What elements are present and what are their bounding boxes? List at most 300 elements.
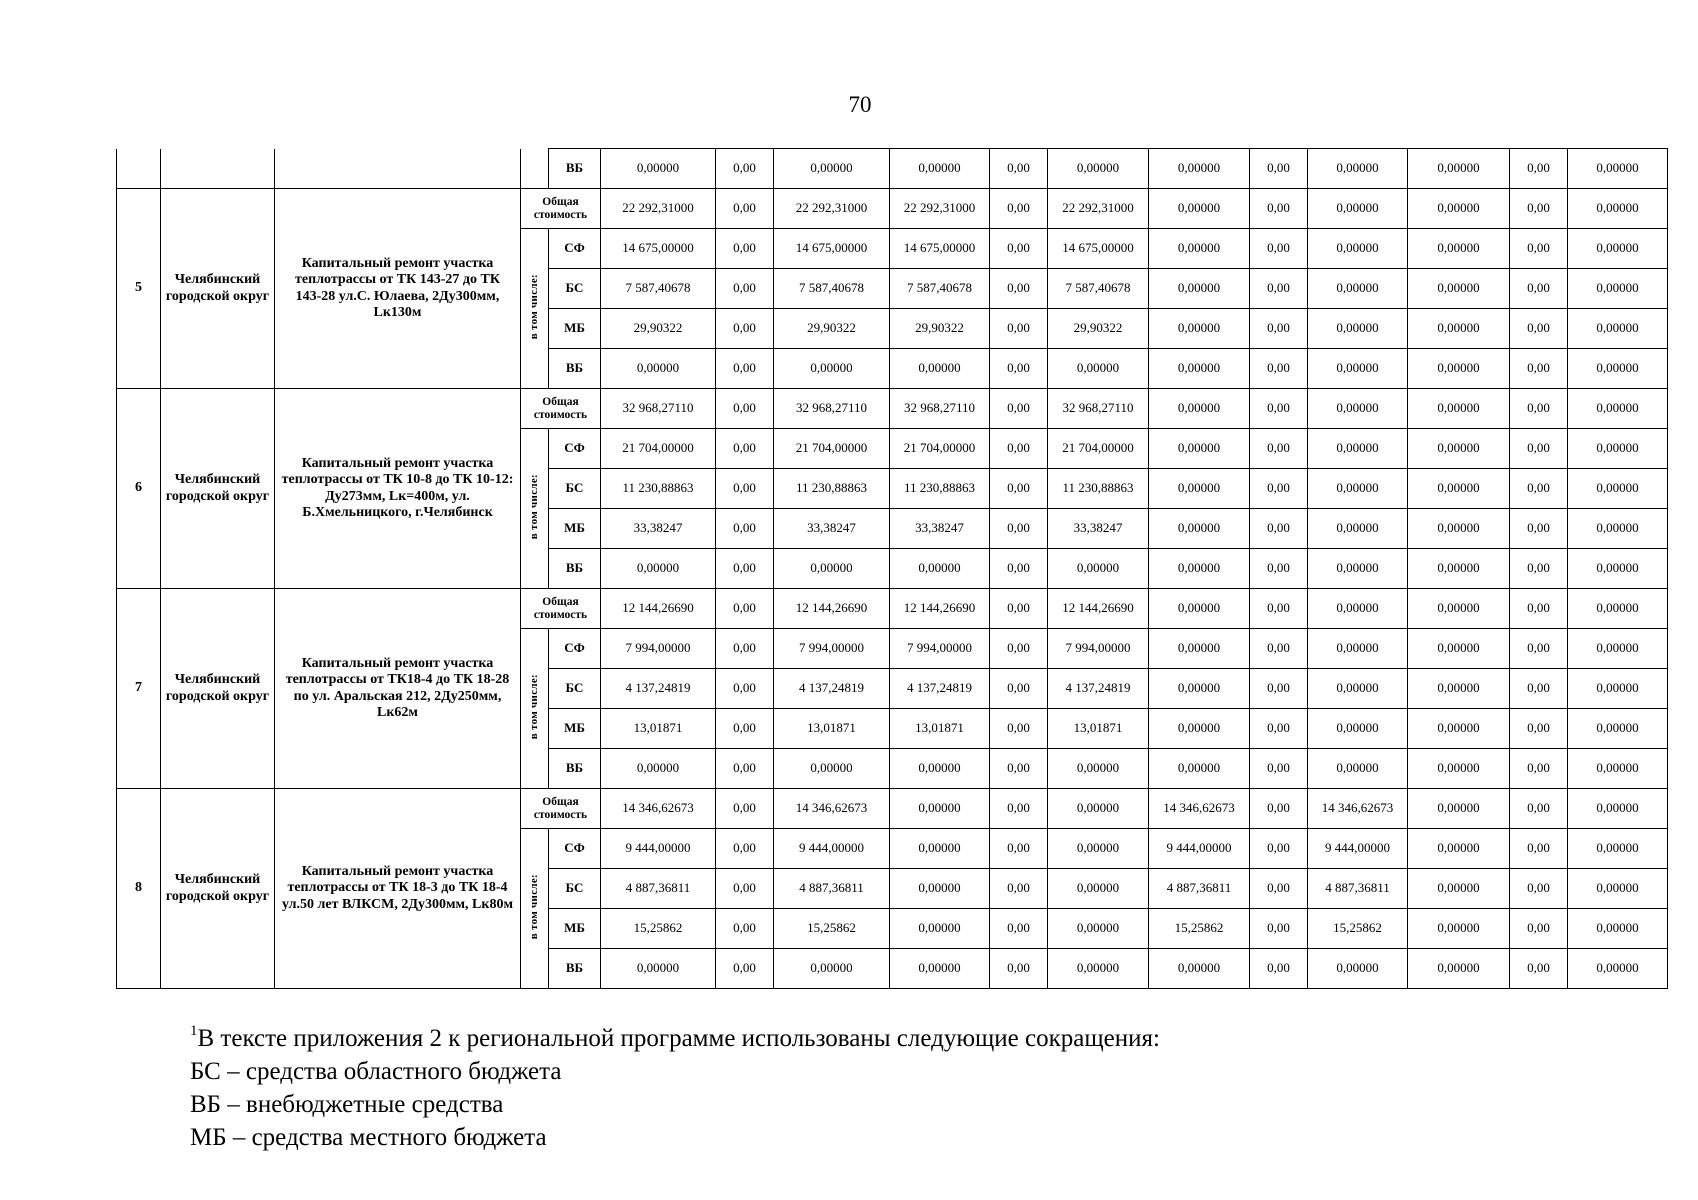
total-label-line: стоимость (533, 608, 588, 621)
source-code-cell: СФ (549, 629, 601, 669)
value-cell: 0,00 (990, 269, 1048, 309)
value-cell: 0,00000 (1308, 269, 1408, 309)
value-cell: 14 346,62673 (774, 789, 890, 829)
value-cell: 21 704,00000 (601, 429, 716, 469)
value-cell: 0,00 (716, 749, 774, 789)
value-cell: 0,00000 (890, 549, 990, 589)
source-code-cell: БС (549, 669, 601, 709)
value-cell: 0,00 (1250, 669, 1308, 709)
value-cell: 0,00000 (890, 949, 990, 989)
value-cell: 0,00000 (601, 749, 716, 789)
value-cell: 0,00 (1510, 909, 1568, 949)
value-cell: 0,00000 (1308, 389, 1408, 429)
value-cell: 12 144,26690 (890, 589, 990, 629)
value-cell: 0,00000 (1308, 469, 1408, 509)
value-cell: 0,00000 (1308, 549, 1408, 589)
source-code-cell: ВБ (549, 149, 601, 189)
including-label: в том числе: (528, 273, 541, 340)
value-cell: 0,00 (990, 909, 1048, 949)
value-cell: 0,00 (1510, 349, 1568, 389)
value-cell: 14 675,00000 (774, 229, 890, 269)
value-cell: 0,00 (716, 789, 774, 829)
value-cell: 29,90322 (1048, 309, 1149, 349)
value-cell: 0,00000 (1408, 909, 1510, 949)
value-cell: 0,00000 (1408, 309, 1510, 349)
source-code-cell: БС (549, 869, 601, 909)
value-cell: 0,00 (1510, 949, 1568, 989)
source-code-cell: БС (549, 469, 601, 509)
value-cell: 0,00 (1250, 229, 1308, 269)
footnote-marker: 1 (190, 1023, 198, 1039)
value-cell: 0,00000 (890, 149, 990, 189)
value-cell: 0,00000 (1568, 229, 1668, 269)
value-cell: 0,00 (990, 549, 1048, 589)
value-cell: 0,00 (716, 349, 774, 389)
empty-cell (161, 149, 275, 189)
total-label-line: стоимость (533, 808, 588, 821)
value-cell: 14 675,00000 (601, 229, 716, 269)
value-cell: 0,00000 (1308, 149, 1408, 189)
value-cell: 7 994,00000 (774, 629, 890, 669)
value-cell: 0,00000 (1308, 189, 1408, 229)
value-cell: 21 704,00000 (1048, 429, 1149, 469)
value-cell: 11 230,88863 (774, 469, 890, 509)
including-label: в том числе: (528, 873, 541, 940)
value-cell: 12 144,26690 (1048, 589, 1149, 629)
value-cell: 0,00000 (1149, 669, 1250, 709)
value-cell: 0,00 (716, 189, 774, 229)
value-cell: 7 994,00000 (890, 629, 990, 669)
total-label-line: Общая (542, 596, 579, 609)
value-cell: 0,00 (1510, 869, 1568, 909)
value-cell: 0,00000 (1408, 829, 1510, 869)
value-cell: 0,00 (1250, 829, 1308, 869)
total-label-line: стоимость (533, 408, 588, 421)
value-cell: 0,00 (1250, 309, 1308, 349)
value-cell: 0,00 (716, 589, 774, 629)
footnote (190, 1022, 1160, 1154)
value-cell: 0,00000 (1149, 149, 1250, 189)
value-cell: 0,00000 (1308, 669, 1408, 709)
value-cell: 0,00 (990, 429, 1048, 469)
value-cell: 0,00000 (1308, 349, 1408, 389)
value-cell: 0,00000 (1408, 629, 1510, 669)
value-cell: 33,38247 (601, 509, 716, 549)
value-cell: 9 444,00000 (774, 829, 890, 869)
source-code-cell: МБ (549, 309, 601, 349)
value-cell: 0,00000 (1048, 749, 1149, 789)
value-cell: 4 887,36811 (1308, 869, 1408, 909)
value-cell: 0,00000 (1568, 749, 1668, 789)
value-cell: 0,00000 (1568, 589, 1668, 629)
value-cell: 13,01871 (774, 709, 890, 749)
value-cell: 0,00000 (1568, 869, 1668, 909)
value-cell: 0,00 (990, 829, 1048, 869)
value-cell: 0,00 (990, 789, 1048, 829)
value-cell: 0,00000 (890, 829, 990, 869)
footnote-item-vb: ВБ – внебюджетные средства (190, 1091, 504, 1118)
value-cell: 29,90322 (774, 309, 890, 349)
value-cell: 0,00000 (1308, 429, 1408, 469)
value-cell: 0,00000 (1408, 189, 1510, 229)
municipality-cell: Челябинский городской округ (161, 589, 275, 789)
value-cell: 7 994,00000 (1048, 629, 1149, 669)
value-cell: 0,00000 (1149, 749, 1250, 789)
value-cell: 0,00 (990, 589, 1048, 629)
municipality-cell: Челябинский городской округ (161, 789, 275, 989)
value-cell: 32 968,27110 (890, 389, 990, 429)
value-cell: 0,00 (716, 629, 774, 669)
total-label-line: Общая (542, 196, 579, 209)
municipality-cell: Челябинский городской округ (161, 389, 275, 589)
value-cell: 0,00000 (774, 149, 890, 189)
group-label-cell (521, 829, 549, 989)
value-cell: 0,00 (1250, 549, 1308, 589)
value-cell: 9 444,00000 (1149, 829, 1250, 869)
value-cell: 0,00000 (1308, 629, 1408, 669)
value-cell: 9 444,00000 (601, 829, 716, 869)
value-cell: 0,00 (990, 869, 1048, 909)
value-cell: 22 292,31000 (774, 189, 890, 229)
value-cell: 0,00000 (601, 349, 716, 389)
value-cell: 4 137,24819 (890, 669, 990, 709)
value-cell: 0,00 (1250, 949, 1308, 989)
value-cell: 0,00000 (890, 869, 990, 909)
value-cell: 0,00 (1250, 589, 1308, 629)
value-cell: 22 292,31000 (1048, 189, 1149, 229)
value-cell: 33,38247 (890, 509, 990, 549)
value-cell: 0,00000 (1048, 949, 1149, 989)
value-cell: 0,00000 (1408, 709, 1510, 749)
value-cell: 0,00 (716, 269, 774, 309)
value-cell: 7 587,40678 (601, 269, 716, 309)
value-cell: 22 292,31000 (601, 189, 716, 229)
value-cell: 0,00000 (1048, 789, 1149, 829)
source-code-cell: СФ (549, 229, 601, 269)
source-code-cell: МБ (549, 509, 601, 549)
value-cell: 0,00000 (1308, 309, 1408, 349)
value-cell: 0,00 (1510, 189, 1568, 229)
value-cell: 0,00 (716, 549, 774, 589)
value-cell: 0,00 (1510, 429, 1568, 469)
value-cell: 4 137,24819 (774, 669, 890, 709)
project-description: Капитальный ремонт участка теплотрассы от ТК 143-27 до ТК 143-28 ул.С. Юлаева, 2Ду300мм, Lк130м (275, 189, 521, 389)
value-cell: 0,00000 (1149, 269, 1250, 309)
table-row (117, 149, 1668, 189)
value-cell: 0,00 (1250, 269, 1308, 309)
value-cell: 0,00000 (1048, 549, 1149, 589)
value-cell: 0,00 (990, 389, 1048, 429)
value-cell: 33,38247 (774, 509, 890, 549)
value-cell: 0,00000 (774, 949, 890, 989)
value-cell: 0,00 (1250, 749, 1308, 789)
including-label: в том числе: (528, 673, 541, 740)
value-cell: 0,00 (1510, 229, 1568, 269)
value-cell: 0,00 (1510, 709, 1568, 749)
value-cell: 0,00 (716, 949, 774, 989)
value-cell: 0,00000 (774, 749, 890, 789)
value-cell: 0,00 (1250, 189, 1308, 229)
value-cell: 0,00000 (1408, 669, 1510, 709)
group-label-cell (521, 229, 549, 389)
value-cell: 13,01871 (601, 709, 716, 749)
value-cell: 0,00 (990, 309, 1048, 349)
value-cell: 0,00000 (1048, 869, 1149, 909)
value-cell: 0,00000 (1568, 429, 1668, 469)
value-cell: 0,00 (1250, 389, 1308, 429)
value-cell: 4 887,36811 (601, 869, 716, 909)
value-cell: 0,00 (716, 909, 774, 949)
value-cell: 4 887,36811 (774, 869, 890, 909)
value-cell: 0,00 (990, 469, 1048, 509)
value-cell: 0,00000 (1408, 949, 1510, 989)
value-cell: 15,25862 (1149, 909, 1250, 949)
including-label: в том числе: (528, 473, 541, 540)
value-cell: 0,00000 (1308, 749, 1408, 789)
value-cell: 0,00 (1510, 629, 1568, 669)
group-label-cell (521, 429, 549, 589)
value-cell: 0,00000 (1149, 949, 1250, 989)
value-cell: 0,00 (1250, 869, 1308, 909)
value-cell: 0,00000 (1408, 549, 1510, 589)
value-cell: 29,90322 (890, 309, 990, 349)
value-cell: 0,00000 (774, 549, 890, 589)
value-cell: 0,00000 (1568, 549, 1668, 589)
value-cell: 0,00 (1510, 669, 1568, 709)
source-code-cell: СФ (549, 429, 601, 469)
value-cell: 0,00000 (1568, 469, 1668, 509)
value-cell: 0,00 (716, 829, 774, 869)
value-cell: 0,00000 (601, 949, 716, 989)
value-cell: 0,00000 (1408, 229, 1510, 269)
value-cell: 21 704,00000 (890, 429, 990, 469)
value-cell: 0,00000 (601, 149, 716, 189)
source-code-cell: МБ (549, 909, 601, 949)
value-cell: 0,00000 (1048, 149, 1149, 189)
value-cell: 0,00000 (1568, 949, 1668, 989)
value-cell: 0,00000 (1149, 709, 1250, 749)
value-cell: 4 137,24819 (1048, 669, 1149, 709)
value-cell: 0,00000 (1408, 789, 1510, 829)
value-cell: 0,00000 (1048, 909, 1149, 949)
value-cell: 0,00 (1250, 429, 1308, 469)
value-cell: 0,00000 (1408, 469, 1510, 509)
value-cell: 0,00 (716, 509, 774, 549)
value-cell: 0,00 (716, 149, 774, 189)
value-cell: 0,00 (1250, 789, 1308, 829)
value-cell: 13,01871 (1048, 709, 1149, 749)
value-cell: 0,00000 (1568, 629, 1668, 669)
value-cell: 0,00000 (1568, 509, 1668, 549)
value-cell: 15,25862 (1308, 909, 1408, 949)
municipality-cell: Челябинский городской округ (161, 189, 275, 389)
source-code-cell: ВБ (549, 949, 601, 989)
value-cell: 0,00000 (890, 909, 990, 949)
total-label-line: Общая (542, 796, 579, 809)
value-cell: 4 887,36811 (1149, 869, 1250, 909)
total-cost-label (521, 389, 601, 429)
value-cell: 0,00000 (1408, 429, 1510, 469)
value-cell: 0,00 (716, 869, 774, 909)
value-cell: 0,00000 (1568, 709, 1668, 749)
value-cell: 0,00 (1250, 709, 1308, 749)
value-cell: 0,00 (1250, 469, 1308, 509)
value-cell: 0,00 (990, 189, 1048, 229)
value-cell: 0,00000 (1408, 589, 1510, 629)
value-cell: 14 346,62673 (1308, 789, 1408, 829)
value-cell: 0,00 (1250, 629, 1308, 669)
source-code-cell: ВБ (549, 749, 601, 789)
table-row (117, 589, 1668, 629)
value-cell: 0,00000 (1048, 349, 1149, 389)
value-cell: 0,00 (1510, 789, 1568, 829)
footnote-item-mb: МБ – средства местного бюджета (190, 1124, 547, 1151)
source-code-cell: ВБ (549, 549, 601, 589)
total-cost-label (521, 789, 601, 829)
budget-table (116, 148, 1668, 989)
value-cell: 15,25862 (774, 909, 890, 949)
value-cell: 0,00000 (1149, 509, 1250, 549)
value-cell: 7 587,40678 (774, 269, 890, 309)
value-cell: 0,00 (716, 389, 774, 429)
value-cell: 0,00 (1250, 149, 1308, 189)
value-cell: 0,00 (990, 709, 1048, 749)
empty-cell (117, 149, 161, 189)
value-cell: 0,00000 (1048, 829, 1149, 869)
value-cell: 9 444,00000 (1308, 829, 1408, 869)
value-cell: 7 587,40678 (890, 269, 990, 309)
value-cell: 0,00000 (1568, 909, 1668, 949)
value-cell: 0,00000 (1568, 149, 1668, 189)
source-code-cell: ВБ (549, 349, 601, 389)
value-cell: 4 137,24819 (601, 669, 716, 709)
value-cell: 33,38247 (1048, 509, 1149, 549)
value-cell: 7 587,40678 (1048, 269, 1149, 309)
value-cell: 0,00000 (774, 349, 890, 389)
value-cell: 0,00000 (1568, 349, 1668, 389)
value-cell: 21 704,00000 (774, 429, 890, 469)
value-cell: 0,00000 (1408, 349, 1510, 389)
value-cell: 0,00000 (1149, 309, 1250, 349)
value-cell: 0,00 (1510, 749, 1568, 789)
value-cell: 0,00 (716, 709, 774, 749)
value-cell: 0,00 (716, 229, 774, 269)
value-cell: 0,00000 (1568, 189, 1668, 229)
group-label-cell (521, 629, 549, 789)
total-cost-label (521, 189, 601, 229)
value-cell: 0,00000 (1149, 549, 1250, 589)
value-cell: 14 675,00000 (890, 229, 990, 269)
value-cell: 12 144,26690 (774, 589, 890, 629)
value-cell: 0,00000 (1408, 389, 1510, 429)
empty-cell (521, 149, 549, 189)
value-cell: 0,00000 (1149, 429, 1250, 469)
footnote-item-bs: БС – средства областного бюджета (190, 1058, 562, 1085)
value-cell: 14 346,62673 (1149, 789, 1250, 829)
value-cell: 0,00 (1510, 269, 1568, 309)
value-cell: 7 994,00000 (601, 629, 716, 669)
value-cell: 0,00 (1250, 909, 1308, 949)
value-cell: 0,00 (716, 309, 774, 349)
value-cell: 0,00000 (1568, 269, 1668, 309)
value-cell: 0,00000 (1308, 589, 1408, 629)
value-cell: 32 968,27110 (601, 389, 716, 429)
value-cell: 0,00 (1510, 149, 1568, 189)
row-number: 7 (117, 589, 161, 789)
value-cell: 0,00000 (1408, 509, 1510, 549)
source-code-cell: СФ (549, 829, 601, 869)
value-cell: 0,00000 (890, 749, 990, 789)
value-cell: 11 230,88863 (890, 469, 990, 509)
value-cell: 0,00000 (1408, 869, 1510, 909)
value-cell: 0,00000 (1408, 149, 1510, 189)
value-cell: 0,00000 (890, 349, 990, 389)
value-cell: 0,00000 (1568, 389, 1668, 429)
value-cell: 13,01871 (890, 709, 990, 749)
value-cell: 15,25862 (601, 909, 716, 949)
page-number: 70 (848, 92, 872, 117)
value-cell: 0,00000 (1149, 389, 1250, 429)
value-cell: 0,00 (1510, 549, 1568, 589)
value-cell: 11 230,88863 (1048, 469, 1149, 509)
value-cell: 0,00 (990, 949, 1048, 989)
value-cell: 11 230,88863 (601, 469, 716, 509)
value-cell: 0,00000 (1149, 589, 1250, 629)
project-description: Капитальный ремонт участка теплотрассы от ТК 10-8 до ТК 10-12: Ду273мм, Lк=400м, ул. Б.Хмельницкого, г.Челябинск (275, 389, 521, 589)
value-cell: 0,00 (1250, 349, 1308, 389)
value-cell: 0,00 (990, 749, 1048, 789)
value-cell: 0,00 (1510, 389, 1568, 429)
value-cell: 0,00 (716, 669, 774, 709)
value-cell: 0,00000 (1568, 669, 1668, 709)
value-cell: 0,00000 (1149, 349, 1250, 389)
value-cell: 0,00 (1510, 589, 1568, 629)
value-cell: 0,00 (716, 429, 774, 469)
value-cell: 0,00 (1510, 509, 1568, 549)
value-cell: 0,00000 (1568, 789, 1668, 829)
value-cell: 0,00 (990, 509, 1048, 549)
table-row (117, 189, 1668, 229)
value-cell: 22 292,31000 (890, 189, 990, 229)
value-cell: 14 675,00000 (1048, 229, 1149, 269)
value-cell: 0,00000 (1408, 269, 1510, 309)
value-cell: 0,00000 (1149, 469, 1250, 509)
value-cell: 0,00000 (1149, 629, 1250, 669)
value-cell: 0,00000 (1308, 509, 1408, 549)
value-cell: 0,00000 (1408, 749, 1510, 789)
value-cell: 29,90322 (601, 309, 716, 349)
value-cell: 32 968,27110 (774, 389, 890, 429)
row-number: 8 (117, 789, 161, 989)
value-cell: 0,00 (990, 149, 1048, 189)
total-label-line: Общая (542, 396, 579, 409)
row-number: 5 (117, 189, 161, 389)
value-cell: 0,00000 (1149, 189, 1250, 229)
value-cell: 0,00000 (1149, 229, 1250, 269)
value-cell: 0,00 (716, 469, 774, 509)
value-cell: 0,00 (1510, 469, 1568, 509)
value-cell: 0,00 (990, 629, 1048, 669)
value-cell: 0,00000 (1308, 229, 1408, 269)
value-cell: 0,00 (1510, 309, 1568, 349)
value-cell: 0,00000 (1308, 949, 1408, 989)
total-label-line: стоимость (533, 208, 588, 221)
project-description: Капитальный ремонт участка теплотрассы от ТК18-4 до ТК 18-28 по ул. Аральская 212, 2Ду250мм, Lк62м (275, 589, 521, 789)
value-cell: 0,00 (1250, 509, 1308, 549)
value-cell: 0,00000 (1568, 309, 1668, 349)
empty-cell (275, 149, 521, 189)
value-cell: 32 968,27110 (1048, 389, 1149, 429)
